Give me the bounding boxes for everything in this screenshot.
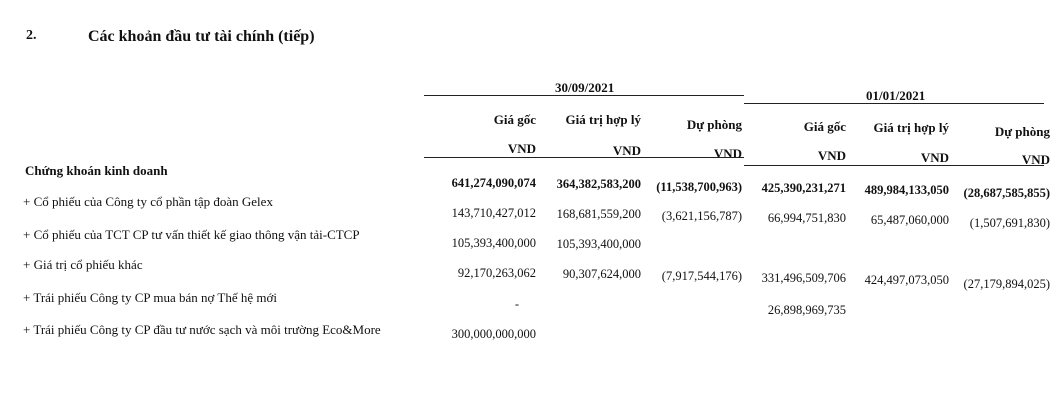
unit-label: VND <box>612 143 641 158</box>
cell-value: 65,487,060,000 <box>870 213 949 227</box>
section-title: Các khoản đầu tư tài chính (tiếp) <box>88 28 315 45</box>
period-rule-prior <box>744 103 1044 104</box>
unit-label: VND <box>1021 152 1050 167</box>
col-header-cost-current: Giá gốc <box>493 112 536 127</box>
cell-value: 105,393,400,000 <box>451 236 536 250</box>
total-value: 489,984,133,050 <box>864 183 949 197</box>
total-value: 641,274,090,074 <box>451 176 536 190</box>
row-label: + Cổ phiếu của TCT CP tư vấn thiết kế giao thông vận tải-CTCP <box>23 227 360 242</box>
total-value: (28,687,585,855) <box>963 186 1050 200</box>
section-number: 2. <box>26 28 37 43</box>
unit-label: VND <box>713 146 742 161</box>
cell-value: 424,497,073,050 <box>864 273 949 287</box>
row-label: + Trái phiếu Công ty CP đầu tư nước sạch và môi trường Eco&More <box>23 322 381 337</box>
period-header-current: 30/09/2021 <box>555 80 615 95</box>
cell-value: 66,994,751,830 <box>767 211 846 225</box>
col-header-cost-prior: Giá gốc <box>803 119 846 134</box>
cell-value: (3,621,156,787) <box>661 209 742 223</box>
total-value: 425,390,231,271 <box>761 181 846 195</box>
unit-label: VND <box>507 141 536 156</box>
cell-value: (1,507,691,830) <box>969 216 1050 230</box>
total-row-label: Chứng khoán kinh doanh <box>25 163 168 178</box>
row-label: + Cổ phiếu của Công ty cổ phần tập đoàn Gelex <box>23 194 273 209</box>
cell-value: 26,898,969,735 <box>767 303 846 317</box>
cell-value: - <box>514 297 519 311</box>
cell-value: (27,179,894,025) <box>963 277 1050 291</box>
cell-value: 168,681,559,200 <box>556 207 641 221</box>
cell-value: 143,710,427,012 <box>451 206 536 220</box>
total-value: (11,538,700,963) <box>656 180 742 194</box>
total-value: 364,382,583,200 <box>556 177 641 191</box>
row-label: + Giá trị cổ phiếu khác <box>23 257 143 272</box>
col-header-fair-value-current: Giá trị hợp lý <box>565 112 641 127</box>
col-header-provision-current: Dự phòng <box>686 117 742 132</box>
period-header-prior: 01/01/2021 <box>866 88 926 103</box>
period-rule-current <box>424 95 744 96</box>
cell-value: 300,000,000,000 <box>451 327 536 341</box>
cell-value: 90,307,624,000 <box>562 267 641 281</box>
row-label: + Trái phiếu Công ty CP mua bán nợ Thế hệ mới <box>23 290 277 305</box>
cell-value: (7,917,544,176) <box>661 269 742 283</box>
unit-label: VND <box>817 148 846 163</box>
cell-value: 92,170,263,062 <box>457 266 536 280</box>
cell-value: 331,496,509,706 <box>761 271 846 285</box>
unit-label: VND <box>920 150 949 165</box>
cell-value: 105,393,400,000 <box>556 237 641 251</box>
col-header-fair-value-prior: Giá trị hợp lý <box>873 120 949 135</box>
unit-rule-prior <box>744 165 1044 166</box>
col-header-provision-prior: Dự phòng <box>994 124 1050 139</box>
unit-rule-current <box>424 157 744 158</box>
